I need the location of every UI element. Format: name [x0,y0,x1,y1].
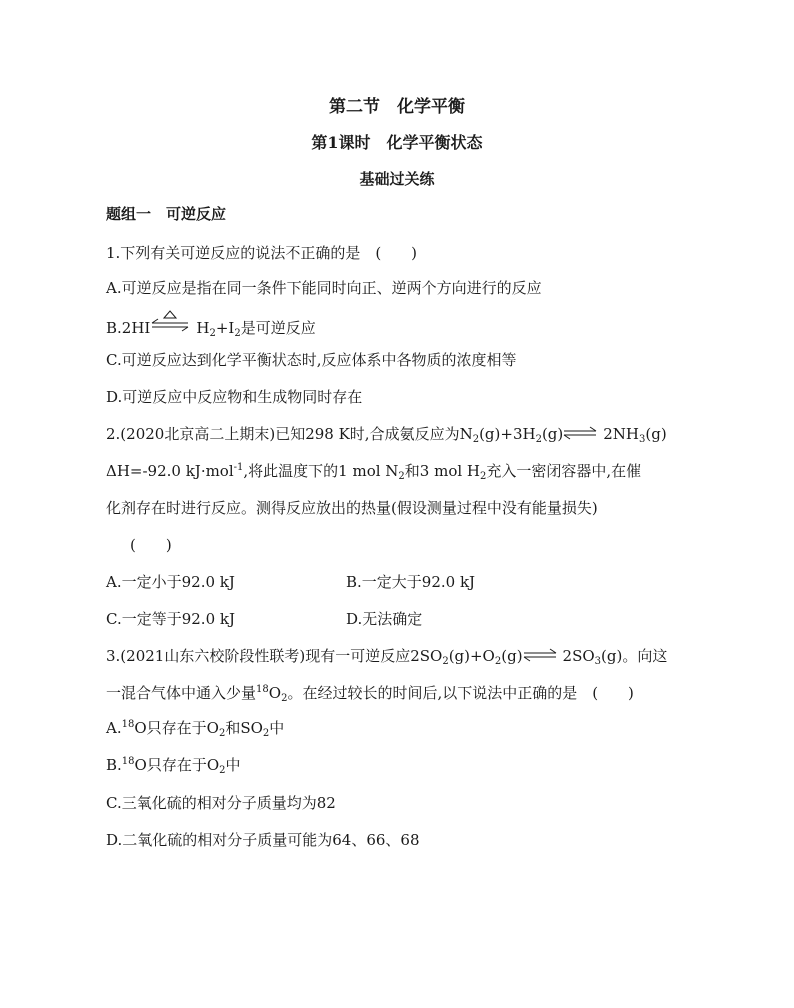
q3-stem-line1: 3.(2021山东六校阶段性联考)现有一可逆反应$2SO_2(g)+O_2(g)$ $2SO_3(g)$。向这 [106,647,668,667]
q1-b-pre: B.2HI [106,319,151,337]
q3-option-a: A.$^{18}$O只存在于$O_2$和$SO_2$中 [106,719,285,739]
q2-option-c: C.一定等于92.0 kJ [106,610,235,628]
q1-option-b: B.2HI $H_2+I_2$是可逆反应 [106,317,316,338]
q3-l2-pre: 一混合气体中通入少量 [106,684,257,702]
q1-option-d: D.可逆反应中反应物和生成物同时存在 [106,388,363,406]
q3-l1-product: 2SO [562,647,595,665]
q3-a-post: 中 [269,719,285,737]
q3-option-c: C.三氧化硫的相对分子质量均为82 [106,794,336,812]
q1-option-c: C.可逆反应达到化学平衡状态时,反应体系中各物质的浓度相等 [106,351,517,369]
q3-l1-g1: (g)+O [448,647,495,665]
q2-option-a: A.一定小于92.0 kJ [106,573,235,591]
q3-a-pre: A. [106,719,122,737]
q3-stem-line2: 一混合气体中通入少量$^{18}O_2$。在经过较长的时间后,以下说法中正确的是 ( ) [106,684,634,704]
q2-option-b: B.一定大于92.0 kJ [346,573,476,591]
q1-option-a: A.可逆反应是指在同一条件下能同时向正、逆两个方向进行的反应 [106,279,542,297]
reversible-arrow-icon [563,426,597,440]
q3-a-isotope: 18 [121,719,135,730]
q3-l1-post: (g)。向这 [601,647,668,665]
q2-l2-mid2: 和3 mol H [404,462,481,480]
q1-stem: 1.下列有关可逆反应的说法不正确的是 ( ) [106,244,418,262]
q3-a-mid: O只存在于O [134,719,219,737]
q2-l1-g2: (g) [541,425,564,443]
q2-option-d: D.无法确定 [346,610,423,628]
reversible-arrow-icon [523,648,557,662]
q3-b-pre: B. [106,756,122,774]
q2-l1-pre: 2.(2020北京高二上期末)已知298 K时,合成氨反应为N [106,425,473,443]
q2-stem-line1: 2.(2020北京高二上期末)已知298 K时,合成氨反应为$N_2(g)+3H_2(g)$ $2NH_3(g)$ [106,425,667,445]
q3-l2-isotope: 18 [256,684,269,695]
q3-b-post: 中 [225,756,241,774]
q3-option-b: B.$^{18}$O只存在于$O_2$中 [106,756,241,776]
q3-option-d: D.二氧化硫的相对分子质量可能为64、66、68 [106,831,420,849]
q2-answer-blank: ( ) [130,536,172,554]
q2-l1-g1: (g)+3H [479,425,536,443]
q2-l1-g3: (g) [645,425,667,443]
q2-l2-post: 充入一密闭容器中,在催 [486,462,642,480]
q3-b-isotope: 18 [121,756,135,767]
q3-l1-g2: (g) [501,647,523,665]
q1-b-mid: +I [215,319,235,337]
group-heading: 题组一 可逆反应 [106,205,227,223]
heat-reversible-arrow-icon [150,319,190,333]
q2-stem-line3: 化剂存在时进行反应。测得反应放出的热量(假设测量过程中没有能量损失) [106,499,598,517]
q3-b-mid: O只存在于O [134,756,220,774]
q3-l1-pre: 3.(2021山东六校阶段性联考)现有一可逆反应2SO [106,647,443,665]
q1-b-h: H [196,319,210,337]
q2-l1-product: 2NH [603,425,640,443]
lesson-subtitle: 第1课时 化学平衡状态 [311,133,483,152]
q3-a-mid2: 和SO [225,719,263,737]
q3-l2-o: O [268,684,282,702]
q2-stem-line2: ΔH=-92.0 kJ·mol$^{-1}$,将此温度下的1 mol $N_2$和3 mol $H_2$充入一密闭容器中,在催 [106,462,642,482]
page-title: 第二节 化学平衡 [329,97,465,117]
q3-l2-post: 。在经过较长的时间后,以下说法中正确的是 ( ) [287,684,634,702]
section-title: 基础过关练 [359,170,435,188]
q2-l2-pre: ΔH=-92.0 kJ·mol [106,462,234,480]
q1-b-post: 是可逆反应 [240,319,316,337]
q2-l2-mid: ,将此温度下的1 mol N [243,462,399,480]
q2-l2-sup: -1 [233,462,244,473]
